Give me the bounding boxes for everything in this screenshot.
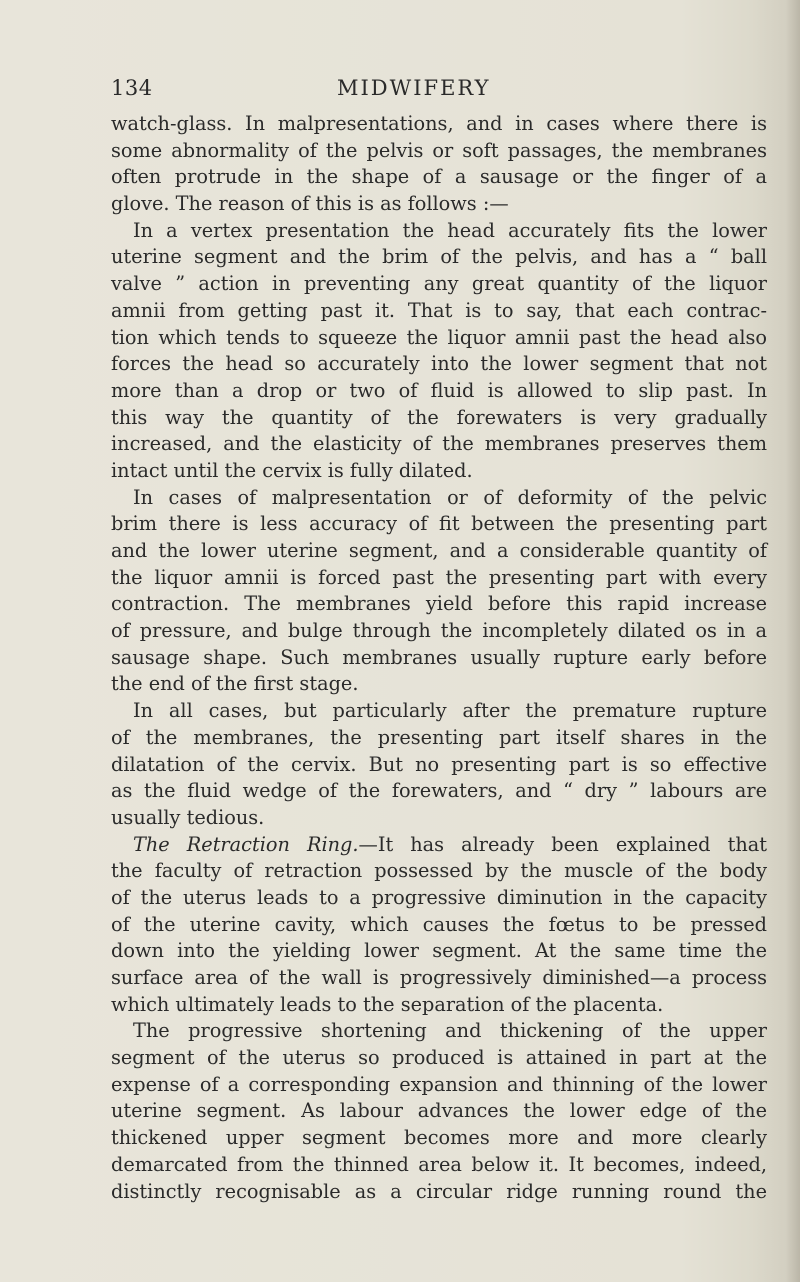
text-line: uterine segment. As labour advances the lower edge of the: [111, 1099, 767, 1123]
body-text: [111, 111, 767, 1205]
text-line: the faculty of retraction possessed by the muscle of the body: [111, 859, 767, 883]
text-line: more than a drop or two of fluid is allowed to slip past. In: [111, 378, 767, 402]
text-line-continuation: —It has already been explained that: [358, 832, 767, 856]
section-heading: The Retraction Ring.: [133, 832, 359, 856]
text-line: of the uterine cavity, which causes the fœtus to be pressed: [111, 912, 767, 936]
text-line: contraction. The membranes yield before this rapid increase: [111, 592, 767, 616]
text-line: The progressive shortening and thickening of the upper: [133, 1019, 767, 1043]
text-line: uterine segment and the brim of the pelvis, and has a “ ball: [111, 245, 767, 269]
text-line: some abnormality of the pelvis or soft passages, the membranes: [111, 138, 767, 162]
text-line: sausage shape. Such membranes usually rupture early before: [111, 645, 767, 669]
page-header: [0, 76, 800, 106]
text-line: expense of a corresponding expansion and thinning of the lower: [111, 1072, 767, 1096]
text-line: demarcated from the thinned area below it. It becomes, indeed,: [111, 1152, 767, 1176]
text-line: the liquor amnii is forced past the presenting part with every: [111, 565, 767, 589]
text-line: usually tedious.: [111, 805, 265, 829]
text-line: thickened upper segment becomes more and more clearly: [111, 1126, 767, 1150]
text-line: of pressure, and bulge through the incompletely dilated os in a: [111, 619, 767, 643]
page-edge-shadow: [786, 0, 800, 1282]
text-line: valve ” action in preventing any great quantity of the liquor: [111, 272, 767, 296]
text-line: In all cases, but particularly after the premature rupture: [133, 699, 767, 723]
text-line: In cases of malpresentation or of deformity of the pelvic: [133, 485, 767, 509]
text-line: brim there is less accuracy of fit between the presenting part: [111, 512, 767, 536]
text-line: forces the head so accurately into the lower segment that not: [111, 352, 767, 376]
text-line: this way the quantity of the forewaters is very gradually: [111, 405, 767, 429]
text-line: of the uterus leads to a progressive diminution in the capacity: [111, 885, 767, 909]
section-heading-line: [111, 832, 767, 859]
running-title: MIDWIFERY: [337, 76, 491, 100]
text-line: amnii from getting past it. That is to say, that each contrac-: [111, 298, 767, 322]
text-line: increased, and the elasticity of the membranes preserves them: [111, 432, 767, 456]
text-line: segment of the uterus so produced is attained in part at the: [111, 1046, 767, 1070]
text-line: the end of the first stage.: [111, 672, 359, 696]
text-line: and the lower uterine segment, and a considerable quantity of: [111, 539, 767, 562]
text-line: tion which tends to squeeze the liquor amnii past the head also: [111, 325, 767, 349]
page-number: 134: [111, 76, 153, 100]
text-line: which ultimately leads to the separation of the placenta.: [111, 992, 664, 1016]
text-line: intact until the cervix is fully dilated.: [111, 458, 473, 482]
text-line: In a vertex presentation the head accurately fits the lower: [133, 218, 767, 242]
text-line: surface area of the wall is progressively diminished—a process: [111, 966, 767, 989]
text-line: often protrude in the shape of a sausage or the finger of a: [111, 165, 767, 189]
text-line: down into the yielding lower segment. At the same time the: [111, 939, 767, 963]
text-line: distinctly recognisable as a circular ridge running round the: [111, 1179, 767, 1203]
text-line: glove. The reason of this is as follows :—: [111, 192, 509, 216]
text-line: watch-glass. In malpresentations, and in cases where there is: [111, 112, 767, 135]
text-line: as the fluid wedge of the forewaters, and “ dry ” labours are: [111, 779, 767, 803]
text-line: of the membranes, the presenting part itself shares in the: [111, 725, 767, 749]
text-line: dilatation of the cervix. But no presenting part is so effective: [111, 752, 767, 776]
